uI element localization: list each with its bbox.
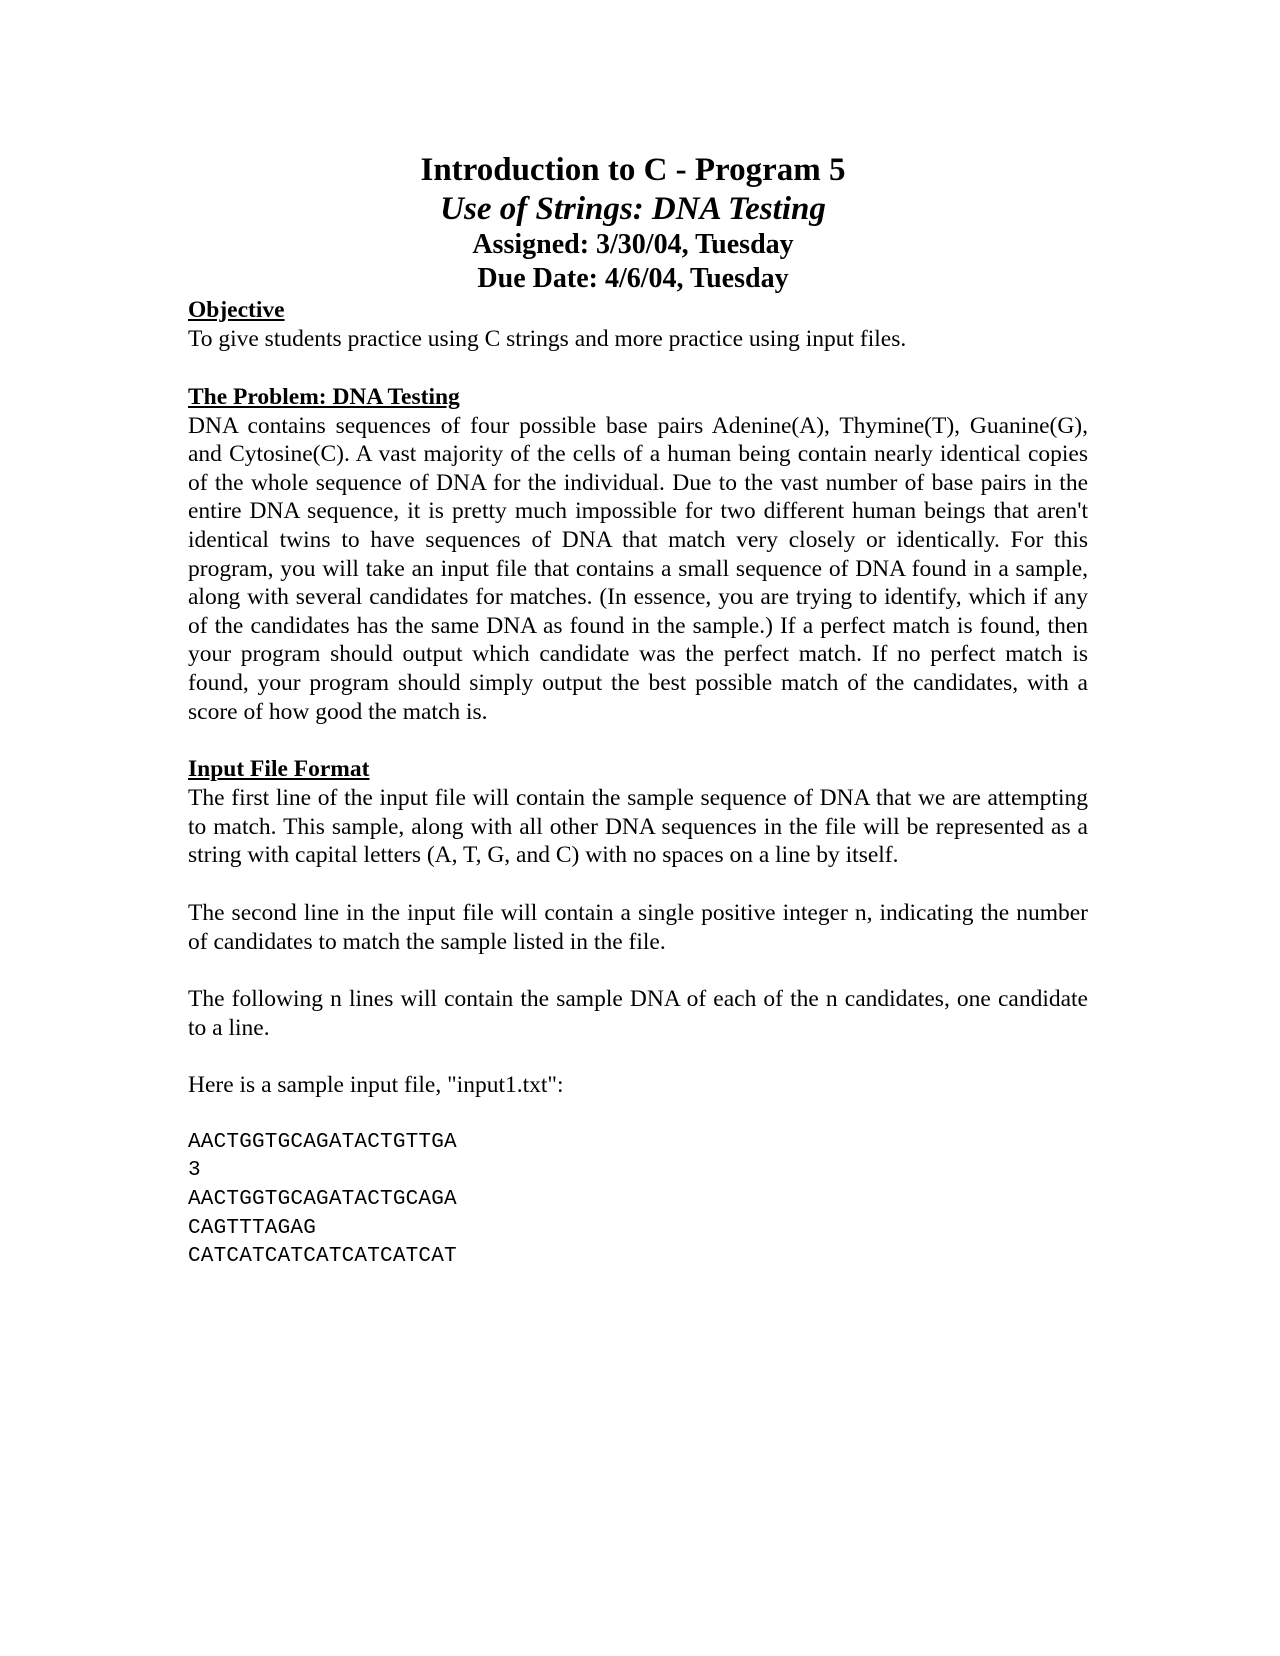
- input-format-heading: Input File Format: [188, 756, 370, 783]
- problem-text: DNA contains sequences of four possible base pairs Adenine(A), Thymine(T), Guanine(G), and Cytosine(C). A vast majority of the cells of a human being contain nearly identical copies of the whole sequence of DNA for the individual. Due to the vast number of base pairs in the entire DNA sequence, it is pretty much impossible for two different human beings that aren't identical twins to have sequences of DNA that match very closely or identically. For this program, you will take an input file that contains a small sequence of DNA found in a sample, along with several candidates for matches. (In essence, you are trying to identify, which if any of the candidates has the same DNA as found in the sample.) If a perfect match is found, then your program should output which candidate was the perfect match. If no perfect match is found, your program should simply output the best possible match of the candidates, with a score of how good the match is.: [188, 412, 1088, 725]
- input-format-section: [188, 755, 1088, 1100]
- spacer: [188, 726, 1088, 755]
- input-format-para-1: The first line of the input file will contain the sample sequence of DNA that we are attempting to match. This sample, along with all other DNA sequences in the file will be represented as a string with capital letters (A, T, G, and C) with no spaces on a line by itself.: [188, 785, 1088, 869]
- document-header: [178, 150, 1088, 296]
- spacer: [188, 354, 1088, 383]
- sample-line: AACTGGTGCAGATACTGCAGA: [188, 1188, 457, 1212]
- due-date: Due Date: 4/6/04, Tuesday: [477, 263, 789, 294]
- spacer: [188, 1100, 1088, 1129]
- document-subtitle: Use of Strings: DNA Testing: [440, 191, 826, 227]
- sample-line: CAGTTTAGAG: [188, 1216, 317, 1240]
- objective-section: [188, 296, 1088, 354]
- input-format-para-4: Here is a sample input file, "input1.txt":: [188, 1072, 564, 1099]
- document-title: Introduction to C - Program 5: [420, 152, 846, 188]
- objective-text: To give students practice using C strings and more practice using input files.: [188, 326, 907, 352]
- sample-line: CATCATCATCATCATCATCAT: [188, 1245, 457, 1269]
- input-format-para-2: The second line in the input file will contain a single positive integer n, indicating the number of candidates to match the sample listed in the file.: [188, 899, 1088, 955]
- sample-line: 3: [188, 1159, 201, 1183]
- document-page: [188, 150, 1088, 1272]
- spacer: [188, 870, 1088, 899]
- sample-line: AACTGGTGCAGATACTGTTGA: [188, 1130, 457, 1154]
- spacer: [188, 956, 1088, 985]
- spacer: [188, 1042, 1088, 1071]
- sample-input-file: [188, 1129, 1088, 1272]
- objective-heading: Objective: [188, 297, 285, 323]
- problem-section: [188, 383, 1088, 727]
- problem-heading: The Problem: DNA Testing: [188, 383, 460, 410]
- input-format-para-3: The following n lines will contain the sample DNA of each of the n candidates, one candidate to a line.: [188, 986, 1088, 1041]
- assigned-date: Assigned: 3/30/04, Tuesday: [472, 229, 794, 260]
